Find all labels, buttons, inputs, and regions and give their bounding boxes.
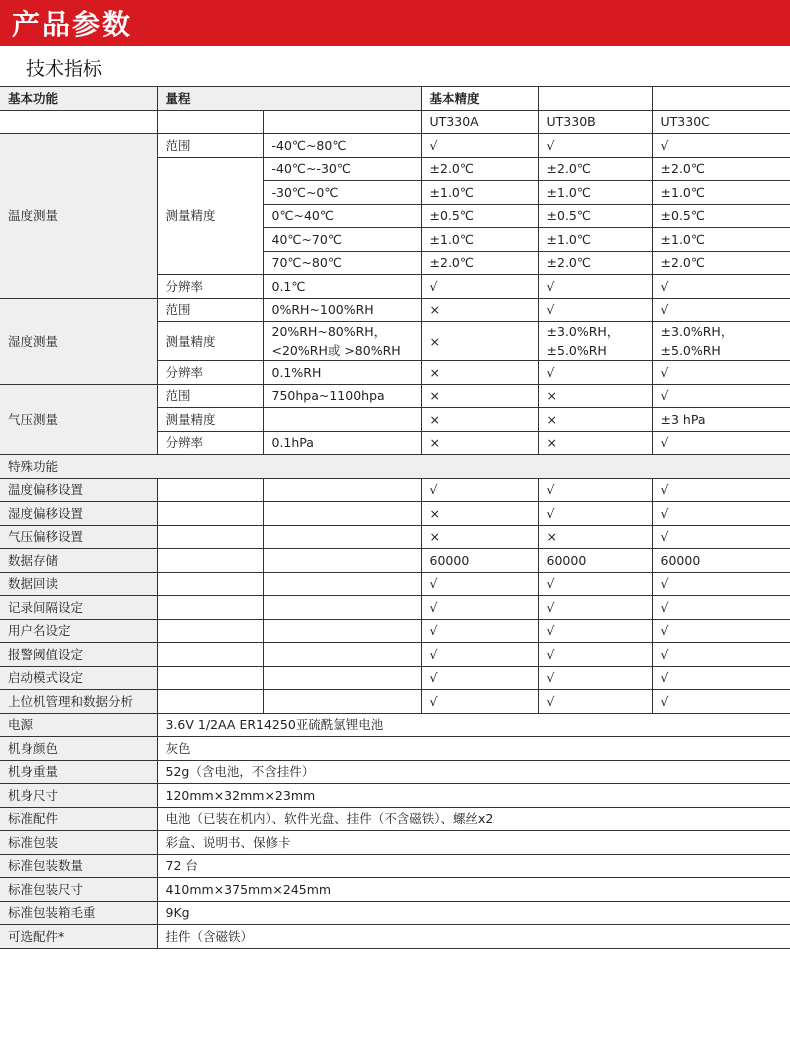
table-row <box>0 619 790 643</box>
row-label: 分辨率 <box>157 431 263 455</box>
row-label <box>157 619 263 643</box>
cell-c: √ <box>652 643 790 667</box>
cell-c <box>652 322 790 361</box>
feature-label: 用户名设定 <box>0 619 157 643</box>
header-empty <box>652 87 790 111</box>
cell-a: ±2.0℃ <box>421 157 538 181</box>
row-value <box>263 322 421 361</box>
cell-b: √ <box>538 619 652 643</box>
row-label <box>157 572 263 596</box>
row-value: 0.1hPa <box>263 431 421 455</box>
table-row <box>0 643 790 667</box>
section-row <box>0 455 790 479</box>
row-value: 750hpa~1100hpa <box>263 384 421 408</box>
row-value <box>263 408 421 432</box>
cell-a: √ <box>421 596 538 620</box>
feature-label: 数据存储 <box>0 549 157 573</box>
cell-a: × <box>421 431 538 455</box>
row-value-line: 20%RH~80%RH， <box>271 324 387 339</box>
cell-c: ±2.0℃ <box>652 251 790 275</box>
table-row <box>0 784 790 808</box>
group-temperature: 温度测量 <box>0 134 157 299</box>
cell-a: √ <box>421 666 538 690</box>
table-row <box>0 134 790 158</box>
feature-label: 启动模式设定 <box>0 666 157 690</box>
cell-b: √ <box>538 690 652 714</box>
header-empty <box>0 110 157 134</box>
table-row <box>0 549 790 573</box>
cell-line: ±3.0%RH， <box>660 324 734 339</box>
cell-b: ±1.0℃ <box>538 228 652 252</box>
row-value: 0.1℃ <box>263 275 421 299</box>
row-value <box>263 502 421 526</box>
cell-b: × <box>538 431 652 455</box>
row-label <box>157 643 263 667</box>
table-row <box>0 901 790 925</box>
row-value <box>263 666 421 690</box>
row-value <box>263 596 421 620</box>
spec-label: 电源 <box>0 713 157 737</box>
table-row <box>0 831 790 855</box>
row-label: 分辨率 <box>157 275 263 299</box>
model-name: UT330A <box>421 110 538 134</box>
table-row <box>0 854 790 878</box>
row-label <box>157 690 263 714</box>
group-humidity: 湿度测量 <box>0 298 157 384</box>
table-row <box>0 502 790 526</box>
cell-b: √ <box>538 596 652 620</box>
table-row <box>0 384 790 408</box>
cell-c: √ <box>652 275 790 299</box>
cell-c: √ <box>652 431 790 455</box>
cell-a: √ <box>421 134 538 158</box>
row-label: 测量精度 <box>157 157 263 275</box>
cell-a: ±2.0℃ <box>421 251 538 275</box>
spec-label: 标准包装箱毛重 <box>0 901 157 925</box>
cell-a: √ <box>421 619 538 643</box>
cell-b: √ <box>538 361 652 385</box>
cell-a: × <box>421 298 538 322</box>
row-label: 测量精度 <box>157 408 263 432</box>
cell-c: √ <box>652 525 790 549</box>
cell-a: × <box>421 502 538 526</box>
spec-label: 标准包装尺寸 <box>0 878 157 902</box>
cell-b: √ <box>538 134 652 158</box>
special-title: 特殊功能 <box>0 455 790 479</box>
table-model-row <box>0 110 790 134</box>
spec-value: 灰色 <box>157 737 790 761</box>
row-value <box>263 478 421 502</box>
row-label <box>157 549 263 573</box>
spec-value: 410mm×375mm×245mm <box>157 878 790 902</box>
table-row <box>0 666 790 690</box>
row-label <box>157 525 263 549</box>
table-row <box>0 713 790 737</box>
special-features-body <box>0 478 790 713</box>
row-value: 0.1%RH <box>263 361 421 385</box>
cell-b: √ <box>538 502 652 526</box>
table-row <box>0 298 790 322</box>
header-empty <box>538 87 652 111</box>
spec-value: 彩盒、说明书、保修卡 <box>157 831 790 855</box>
table-row <box>0 737 790 761</box>
spec-table <box>0 86 790 949</box>
table-row <box>0 525 790 549</box>
feature-label: 记录间隔设定 <box>0 596 157 620</box>
cell-b: √ <box>538 478 652 502</box>
spec-label: 标准配件 <box>0 807 157 831</box>
cell-line: ±3.0%RH， <box>546 324 620 339</box>
feature-label: 温度偏移设置 <box>0 478 157 502</box>
feature-label: 报警阈值设定 <box>0 643 157 667</box>
table-row <box>0 572 790 596</box>
cell-a: × <box>421 361 538 385</box>
cell-a: √ <box>421 572 538 596</box>
cell-c: 60000 <box>652 549 790 573</box>
spec-value: 120mm×32mm×23mm <box>157 784 790 808</box>
cell-a: 60000 <box>421 549 538 573</box>
table-row <box>0 925 790 949</box>
cell-a: × <box>421 322 538 361</box>
cell-a: √ <box>421 478 538 502</box>
row-value: 40℃~70℃ <box>263 228 421 252</box>
cell-a: ±1.0℃ <box>421 228 538 252</box>
cell-c: √ <box>652 298 790 322</box>
row-label <box>157 502 263 526</box>
cell-line: ±5.0%RH <box>546 343 607 358</box>
cell-b: 60000 <box>538 549 652 573</box>
spec-label: 机身尺寸 <box>0 784 157 808</box>
cell-c: √ <box>652 596 790 620</box>
row-value <box>263 549 421 573</box>
spec-value: 9Kg <box>157 901 790 925</box>
row-label <box>157 478 263 502</box>
cell-b <box>538 322 652 361</box>
banner-title: 产品参数 <box>12 8 133 41</box>
cell-a: × <box>421 408 538 432</box>
cell-a: ±1.0℃ <box>421 181 538 205</box>
model-name: UT330B <box>538 110 652 134</box>
cell-c: ±2.0℃ <box>652 157 790 181</box>
spec-label: 可选配件* <box>0 925 157 949</box>
cell-a: ±0.5℃ <box>421 204 538 228</box>
table-header-row <box>0 87 790 111</box>
row-value: -40℃~-30℃ <box>263 157 421 181</box>
row-label: 范围 <box>157 384 263 408</box>
cell-b: ±1.0℃ <box>538 181 652 205</box>
cell-c: ±3 hPa <box>652 408 790 432</box>
cell-c: ±1.0℃ <box>652 228 790 252</box>
cell-line: ±5.0%RH <box>660 343 721 358</box>
header-basic-function: 基本功能 <box>0 87 157 111</box>
row-label <box>157 596 263 620</box>
cell-c: √ <box>652 690 790 714</box>
row-value: 0℃~40℃ <box>263 204 421 228</box>
model-name: UT330C <box>652 110 790 134</box>
table-row <box>0 478 790 502</box>
spec-value: 72 台 <box>157 854 790 878</box>
spec-value: 52g（含电池，不含挂件） <box>157 760 790 784</box>
cell-b: × <box>538 384 652 408</box>
row-label: 范围 <box>157 298 263 322</box>
cell-c: √ <box>652 384 790 408</box>
title-banner <box>0 0 790 46</box>
cell-a: √ <box>421 643 538 667</box>
table-row <box>0 690 790 714</box>
general-specs-body <box>0 713 790 948</box>
row-value <box>263 572 421 596</box>
cell-a: √ <box>421 690 538 714</box>
cell-b: √ <box>538 643 652 667</box>
table-row <box>0 807 790 831</box>
row-label: 范围 <box>157 134 263 158</box>
row-value <box>263 690 421 714</box>
spec-value: 电池（已装在机内）、软件光盘、挂件（不含磁铁）、螺丝x2 <box>157 807 790 831</box>
spec-label: 标准包装 <box>0 831 157 855</box>
row-value <box>263 619 421 643</box>
cell-c: √ <box>652 361 790 385</box>
row-label: 测量精度 <box>157 322 263 361</box>
spec-value: 3.6V 1/2AA ER14250亚硫酰氯锂电池 <box>157 713 790 737</box>
row-value: -40℃~80℃ <box>263 134 421 158</box>
cell-c: √ <box>652 502 790 526</box>
cell-b: √ <box>538 298 652 322</box>
cell-a: × <box>421 384 538 408</box>
row-value: 70℃~80℃ <box>263 251 421 275</box>
cell-b: × <box>538 408 652 432</box>
cell-c: ±1.0℃ <box>652 181 790 205</box>
cell-c: √ <box>652 572 790 596</box>
spec-value: 挂件（含磁铁） <box>157 925 790 949</box>
row-value-line: <20%RH或 >80%RH <box>271 343 401 358</box>
row-label <box>157 666 263 690</box>
cell-b: ±0.5℃ <box>538 204 652 228</box>
row-value: -30℃~0℃ <box>263 181 421 205</box>
cell-c: √ <box>652 478 790 502</box>
header-precision: 基本精度 <box>421 87 538 111</box>
cell-b: ±2.0℃ <box>538 251 652 275</box>
header-empty <box>263 110 421 134</box>
row-value: 0%RH~100%RH <box>263 298 421 322</box>
spec-label: 机身颜色 <box>0 737 157 761</box>
table-row <box>0 760 790 784</box>
section-title: 技术指标 <box>26 58 103 80</box>
spec-label: 标准包装数量 <box>0 854 157 878</box>
feature-label: 上位机管理和数据分析 <box>0 690 157 714</box>
cell-c: √ <box>652 619 790 643</box>
row-label: 分辨率 <box>157 361 263 385</box>
cell-c: ±0.5℃ <box>652 204 790 228</box>
spec-label: 机身重量 <box>0 760 157 784</box>
cell-c: √ <box>652 134 790 158</box>
cell-b: √ <box>538 275 652 299</box>
group-pressure: 气压测量 <box>0 384 157 455</box>
cell-a: √ <box>421 275 538 299</box>
cell-b: ±2.0℃ <box>538 157 652 181</box>
table-row <box>0 596 790 620</box>
row-value <box>263 643 421 667</box>
table-row <box>0 878 790 902</box>
feature-label: 数据回读 <box>0 572 157 596</box>
cell-a: × <box>421 525 538 549</box>
cell-b: √ <box>538 572 652 596</box>
cell-b: √ <box>538 666 652 690</box>
row-value <box>263 525 421 549</box>
feature-label: 气压偏移设置 <box>0 525 157 549</box>
cell-c: √ <box>652 666 790 690</box>
header-range: 量程 <box>157 87 421 111</box>
cell-b: × <box>538 525 652 549</box>
header-empty <box>157 110 263 134</box>
feature-label: 湿度偏移设置 <box>0 502 157 526</box>
